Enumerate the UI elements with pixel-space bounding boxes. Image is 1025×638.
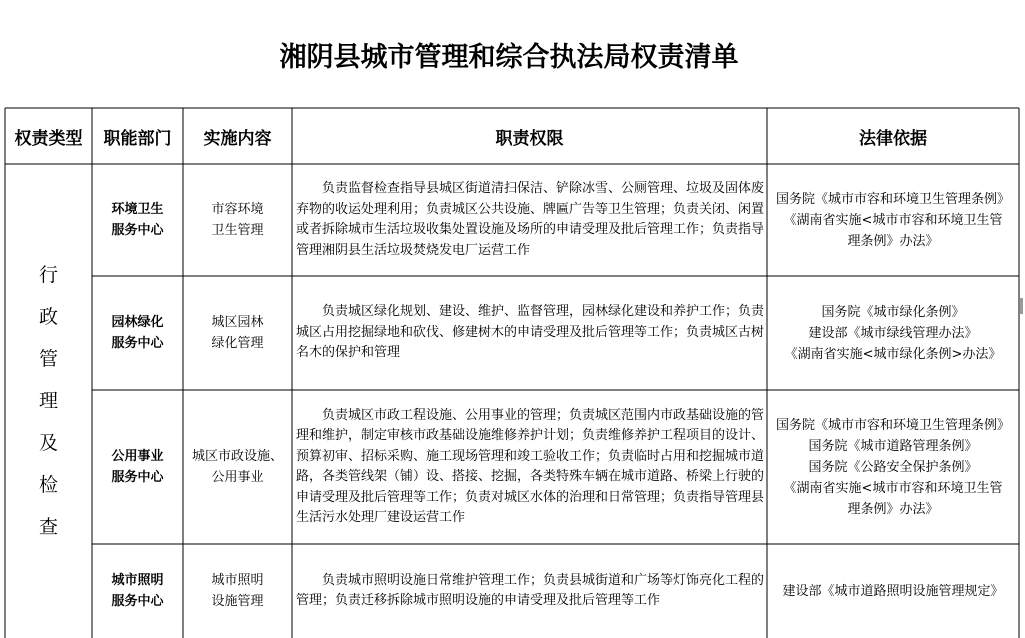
header-law: 法律依据 <box>859 128 927 149</box>
table-row-dept <box>92 276 183 390</box>
table-row-law <box>767 544 1019 638</box>
type-cell <box>5 164 92 638</box>
content-line: 绿化管理 <box>211 336 264 351</box>
table-row-law <box>767 276 1019 390</box>
table-row-duty <box>292 276 767 390</box>
dept-line: 城市照明 <box>111 573 164 588</box>
law-line: 国务院《公路安全保护条例》 <box>808 459 978 475</box>
table-row-content <box>183 276 292 390</box>
dept-line: 服务中心 <box>111 223 164 238</box>
law-line: 理条例》办法》 <box>847 501 939 517</box>
law-line: 国务院《城市市容和环境卫生管理条例》 <box>775 191 1010 207</box>
table-row-dept <box>92 164 183 276</box>
content-line: 设施管理 <box>211 594 264 609</box>
law-line: 国务院《城市绿化条例》 <box>821 304 965 320</box>
content-line: 城区园林 <box>211 315 264 330</box>
type-char: 理 <box>38 390 58 412</box>
type-char: 行 <box>38 264 58 286</box>
header-type: 权责类型 <box>14 128 83 149</box>
table-row-duty <box>292 164 767 276</box>
law-line: 《湖南省实施<城市市容和环境卫生管 <box>783 212 1003 228</box>
duty-text: 负责城区市政工程设施、公用事业的管理；负责城区范围内市政基础设施的管理和维护，制定审核市政基础设施维修养护计划；负责维修养护工程项目的设计、预算初审、招标采购、施工现场管理和竣工验收工作；负责临时占用和挖掘城市道路，各类管线架（铺）设、搭接、挖掘，各类特殊车辆在城市道路、桥梁上行驶的申请受理及批后管理等工作；负责对城区水体的治理和日常管理；负责指导管理县生活污水处理厂建设运营工作 <box>296 407 765 525</box>
law-line: 理条例》办法》 <box>847 233 939 249</box>
type-char: 检 <box>38 474 58 496</box>
dept-line: 服务中心 <box>111 594 164 609</box>
table-row-law <box>767 164 1019 276</box>
table-row-content <box>183 544 292 638</box>
table-row-content <box>183 164 292 276</box>
header-duty: 职责权限 <box>495 128 564 149</box>
scroll-edge-marker <box>1020 298 1023 314</box>
header-dept: 职能部门 <box>103 128 172 149</box>
type-char: 及 <box>38 432 58 454</box>
law-line: 国务院《城市道路管理条例》 <box>808 438 978 454</box>
page-title: 湘阴县城市管理和综合执法局权责清单 <box>279 41 739 73</box>
duty-text: 负责城区绿化规划、建设、维护、监督管理，园林绿化建设和养护工作；负责城区占用挖掘绿地和砍伐、修建树木的申请受理及批后管理等工作；负责城区古树名木的保护和管理 <box>296 304 765 361</box>
table-row-dept <box>92 544 183 638</box>
content-line: 城区市政设施、 <box>191 449 283 464</box>
content-line: 市容环境 <box>211 202 264 217</box>
table-row-duty <box>292 544 767 638</box>
table-row-law <box>767 390 1019 544</box>
dept-line: 公用事业 <box>111 449 164 464</box>
type-char: 管 <box>38 348 58 370</box>
duty-text: 负责监督检查指导县城区街道清扫保洁、铲除冰雪、公厕管理、垃圾及固体废弃物的收运处理利用；负责城区公共设施、牌匾广告等卫生管理；负责关闭、闲置或者拆除城市生活垃圾收集处置设施及场所的申请受理及批后管理工作；负责指导管理湘阴县生活垃圾焚烧发电厂运营工作 <box>296 181 765 258</box>
dept-line: 服务中心 <box>111 470 164 485</box>
type-char: 查 <box>38 516 58 538</box>
law-line: 建设部《城市绿线管理办法》 <box>808 325 978 341</box>
law-line: 《湖南省实施<城市绿化条例>办法》 <box>784 346 1002 362</box>
law-line: 国务院《城市市容和环境卫生管理条例》 <box>775 417 1010 433</box>
table-row-content <box>183 390 292 544</box>
table-row-dept <box>92 390 183 544</box>
law-line: 建设部《城市道路照明设施管理规定》 <box>782 583 1004 599</box>
content-line: 公用事业 <box>211 470 264 485</box>
duty-text: 负责城市照明设施日常维护管理工作；负责县城街道和广场等灯饰亮化工程的管理；负责迁移拆除城市照明设施的申请受理及批后管理等工作 <box>296 572 765 608</box>
content-line: 卫生管理 <box>211 223 264 238</box>
dept-line: 服务中心 <box>111 336 164 351</box>
dept-line: 环境卫生 <box>111 202 164 217</box>
table-row-duty <box>292 390 767 544</box>
header-content: 实施内容 <box>203 128 272 149</box>
content-line: 城市照明 <box>211 573 264 588</box>
type-char: 政 <box>38 306 58 328</box>
dept-line: 园林绿化 <box>111 315 164 330</box>
law-line: 《湖南省实施<城市市容和环境卫生管 <box>783 480 1003 496</box>
